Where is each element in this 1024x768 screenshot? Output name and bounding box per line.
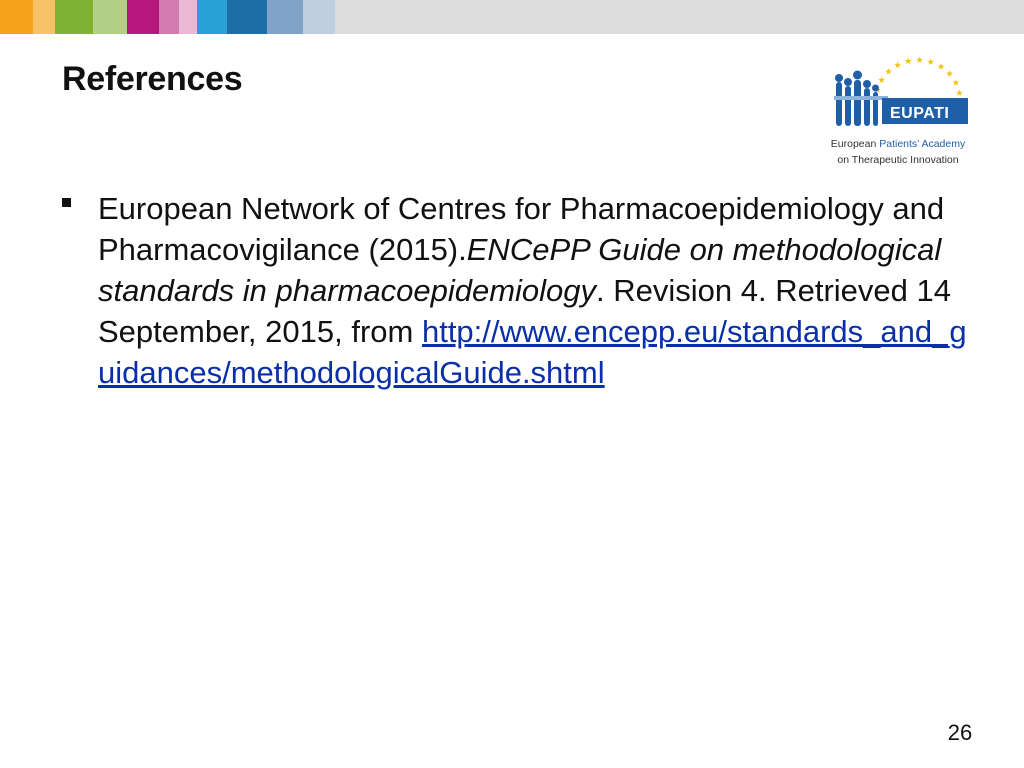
reference-text-part-1: European Network of Centres for Pharmacoepidemiology and Pharmacovigilance (2015). [98,191,945,267]
page-number: 26 [947,720,973,745]
star-icon [905,58,912,65]
header-color-band [0,0,1024,34]
band-segment [303,0,335,34]
logo-tagline [818,136,978,168]
band-segment [197,0,227,34]
slide-title: References [62,60,243,98]
eupati-logo-graphic [818,52,978,136]
eupati-logo [818,52,978,168]
band-segment [335,0,1024,34]
reference-title: ENCePP Guide on methodological standards in pharmacoepidemiology [98,232,942,308]
logo-wordmark: EUPATI [890,105,950,122]
star-icon [894,61,901,68]
tagline-european: European [830,138,877,150]
band-segment [93,0,127,34]
band-segment [127,0,159,34]
star-icon [885,68,892,75]
band-segment [33,0,55,34]
reference-text-part-2: . Revision 4. Retrieved 14 September, 2015, from [98,273,951,349]
band-segment [179,0,197,34]
band-segment [159,0,179,34]
tagline-patients-academy: Patients’ Academy [879,138,966,150]
reference-link[interactable]: http://www.encepp.eu/standards_and_guidances/methodologicalGuide.shtml [98,314,967,390]
star-icon [927,58,934,65]
bullet-square-icon [62,198,71,207]
band-segment [0,0,33,34]
star-icon [946,70,953,77]
reference-item [98,188,968,393]
star-icon [878,76,885,83]
band-segment [55,0,93,34]
band-segment [227,0,267,34]
star-icon [916,57,923,64]
band-segment [267,0,303,34]
star-icon [938,63,945,70]
star-icon [952,79,959,86]
star-icon [956,89,963,96]
tagline-line-2: on Therapeutic Innovation [837,154,959,166]
tagline-line-1 [818,136,978,152]
